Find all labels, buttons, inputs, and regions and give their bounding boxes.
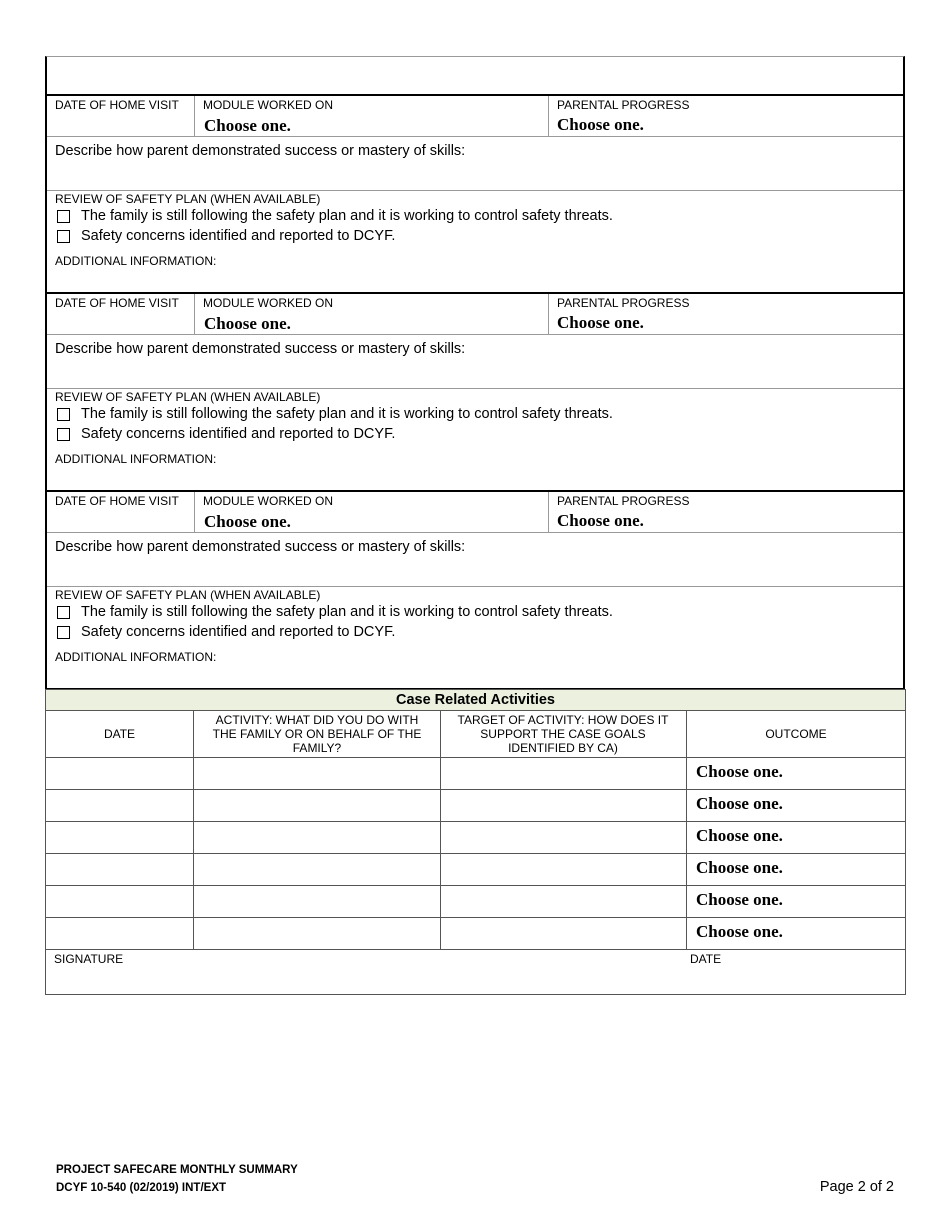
case-activities-table — [45, 689, 906, 995]
table-row — [46, 854, 905, 885]
safety-plan-following-checkbox[interactable] — [57, 408, 70, 421]
describe-skills-label: Describe how parent demonstrated success or mastery of skills: — [55, 539, 466, 555]
safety-plan-following-text: The family is still following the safety plan and it is working to control safety threats. — [81, 208, 613, 224]
module-dropdown[interactable]: Choose one. — [204, 512, 291, 531]
col-header-activity: ACTIVITY: WHAT DID YOU DO WITH THE FAMILY OR ON BEHALF OF THE FAMILY? — [212, 713, 422, 755]
parental-progress-label: PARENTAL PROGRESS — [557, 98, 690, 112]
safety-concerns-text: Safety concerns identified and reported to DCYF. — [81, 426, 396, 442]
safety-concerns-checkbox[interactable] — [57, 428, 70, 441]
safety-plan-review-label: REVIEW OF SAFETY PLAN (WHEN AVAILABLE) — [55, 588, 321, 602]
activity-target-field[interactable] — [441, 822, 686, 853]
describe-skills-label: Describe how parent demonstrated success or mastery of skills: — [55, 341, 466, 357]
additional-information-label: ADDITIONAL INFORMATION: — [55, 452, 217, 466]
safety-plan-following-checkbox[interactable] — [57, 606, 70, 619]
activity-target-field[interactable] — [441, 854, 686, 885]
col-header-outcome: OUTCOME — [765, 727, 827, 741]
describe-skills-field[interactable] — [47, 552, 903, 586]
describe-skills-label: Describe how parent demonstrated success or mastery of skills: — [55, 143, 466, 159]
outcome-dropdown[interactable]: Choose one. — [696, 794, 783, 813]
activity-description-field[interactable] — [194, 854, 440, 885]
additional-information-field[interactable] — [47, 268, 903, 292]
activity-description-field[interactable] — [194, 790, 440, 821]
signature-field[interactable] — [46, 966, 676, 994]
activity-date-field[interactable] — [46, 790, 193, 821]
parental-progress-label: PARENTAL PROGRESS — [557, 494, 690, 508]
describe-skills-field[interactable] — [47, 354, 903, 388]
signature-label: SIGNATURE — [54, 952, 124, 966]
outcome-dropdown[interactable]: Choose one. — [696, 762, 783, 781]
activity-description-field[interactable] — [194, 822, 440, 853]
safety-concerns-checkbox[interactable] — [57, 626, 70, 639]
case-activities-title-band — [46, 690, 905, 711]
module-worked-on-label: MODULE WORKED ON — [203, 296, 334, 310]
table-row — [46, 918, 905, 949]
visit-block-3 — [45, 492, 905, 690]
table-row — [46, 822, 905, 853]
activity-date-field[interactable] — [46, 758, 193, 789]
safety-plan-following-text: The family is still following the safety plan and it is working to control safety threats. — [81, 406, 613, 422]
date-of-home-visit-label: DATE OF HOME VISIT — [55, 98, 179, 112]
parental-progress-dropdown[interactable]: Choose one. — [557, 115, 644, 134]
col-header-target: TARGET OF ACTIVITY: HOW DOES IT SUPPORT THE CASE GOALS IDENTIFIED BY CA) — [457, 713, 669, 755]
safety-concerns-text: Safety concerns identified and reported to DCYF. — [81, 624, 396, 640]
safety-plan-following-checkbox[interactable] — [57, 210, 70, 223]
safety-plan-review-label: REVIEW OF SAFETY PLAN (WHEN AVAILABLE) — [55, 192, 321, 206]
module-worked-on-label: MODULE WORKED ON — [203, 494, 334, 508]
table-row — [46, 886, 905, 917]
activity-target-field[interactable] — [441, 886, 686, 917]
outcome-dropdown[interactable]: Choose one. — [696, 922, 783, 941]
signature-date-label: DATE — [690, 952, 722, 966]
module-worked-on-label: MODULE WORKED ON — [203, 98, 334, 112]
date-of-home-visit-label: DATE OF HOME VISIT — [55, 296, 179, 310]
activity-description-field[interactable] — [194, 918, 440, 949]
describe-skills-field[interactable] — [47, 156, 903, 190]
page-number: Page 2 of 2 — [819, 1179, 894, 1195]
additional-information-label: ADDITIONAL INFORMATION: — [55, 254, 217, 268]
visit-block-1 — [45, 96, 905, 294]
module-dropdown[interactable]: Choose one. — [204, 314, 291, 333]
parental-progress-label: PARENTAL PROGRESS — [557, 296, 690, 310]
form-number: DCYF 10-540 (02/2019) INT/EXT — [56, 1182, 227, 1194]
col-header-date: DATE — [103, 727, 136, 741]
parental-progress-dropdown[interactable]: Choose one. — [557, 313, 644, 332]
activity-description-field[interactable] — [194, 886, 440, 917]
date-of-home-visit-label: DATE OF HOME VISIT — [55, 494, 179, 508]
table-row — [46, 758, 905, 789]
activity-date-field[interactable] — [46, 918, 193, 949]
outcome-dropdown[interactable]: Choose one. — [696, 858, 783, 877]
safety-plan-following-text: The family is still following the safety plan and it is working to control safety threats. — [81, 604, 613, 620]
additional-information-label: ADDITIONAL INFORMATION: — [55, 650, 217, 664]
additional-information-field[interactable] — [47, 466, 903, 490]
case-activities-title: Case Related Activities — [395, 692, 556, 708]
activity-target-field[interactable] — [441, 918, 686, 949]
activity-date-field[interactable] — [46, 886, 193, 917]
form-title: PROJECT SAFECARE MONTHLY SUMMARY — [56, 1164, 298, 1176]
outcome-dropdown[interactable]: Choose one. — [696, 890, 783, 909]
activity-target-field[interactable] — [441, 758, 686, 789]
table-row — [46, 790, 905, 821]
parental-progress-dropdown[interactable]: Choose one. — [557, 511, 644, 530]
safety-plan-review-label: REVIEW OF SAFETY PLAN (WHEN AVAILABLE) — [55, 390, 321, 404]
activity-target-field[interactable] — [441, 790, 686, 821]
signature-date-field[interactable] — [686, 966, 904, 994]
top-blank-box[interactable] — [45, 56, 905, 96]
activity-description-field[interactable] — [194, 758, 440, 789]
activity-date-field[interactable] — [46, 822, 193, 853]
safety-concerns-text: Safety concerns identified and reported to DCYF. — [81, 228, 396, 244]
additional-information-field[interactable] — [47, 664, 903, 688]
activity-date-field[interactable] — [46, 854, 193, 885]
safety-concerns-checkbox[interactable] — [57, 230, 70, 243]
module-dropdown[interactable]: Choose one. — [204, 116, 291, 135]
outcome-dropdown[interactable]: Choose one. — [696, 826, 783, 845]
visit-block-2 — [45, 294, 905, 492]
